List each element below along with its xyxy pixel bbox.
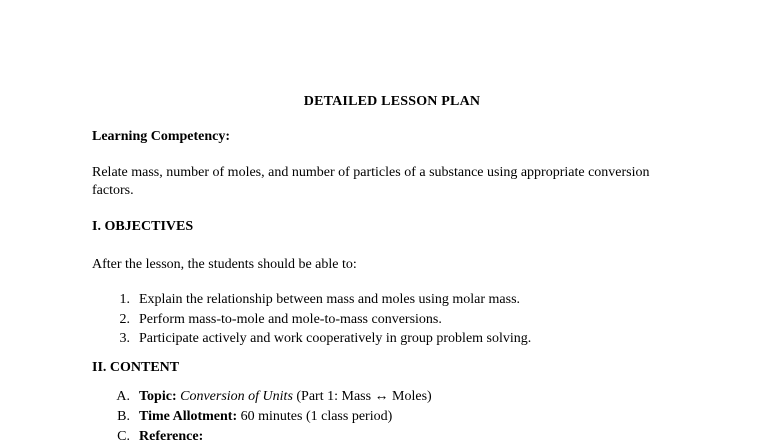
list-marker: 2.	[119, 312, 130, 327]
content-text	[139, 428, 203, 446]
content-text	[139, 408, 392, 426]
list-marker: C.	[117, 429, 130, 444]
reference-label: Reference:	[139, 429, 204, 444]
list-marker: B.	[117, 409, 130, 424]
objective-text: Participate actively and work cooperatively in group problem solving.	[139, 331, 532, 346]
list-marker: 1.	[119, 292, 130, 307]
objectives-heading: I. OBJECTIVES	[92, 219, 194, 234]
content-heading: II. CONTENT	[92, 360, 180, 375]
topic-label: Topic:	[139, 389, 177, 404]
topic-title: Conversion of Units	[180, 389, 293, 404]
time-label: Time Allotment:	[139, 409, 238, 424]
time-detail: 60 minutes (1 class period)	[237, 409, 393, 424]
topic-detail: (Part 1: Mass ↔ Moles)	[292, 389, 432, 404]
list-marker: A.	[116, 389, 130, 404]
objectives-intro: After the lesson, the students should be able to:	[92, 257, 357, 272]
competency-text: Relate mass, number of moles, and number of particles of a substance using appropriate conversion factors.	[92, 165, 650, 198]
competency-heading: Learning Competency:	[92, 129, 231, 144]
objective-text: Explain the relationship between mass and moles using molar mass.	[139, 292, 521, 307]
list-marker: 3.	[119, 331, 130, 346]
objective-text: Perform mass-to-mole and mole-to-mass conversions.	[139, 312, 442, 327]
document-title: DETAILED LESSON PLAN	[303, 94, 481, 109]
content-text	[139, 388, 432, 406]
